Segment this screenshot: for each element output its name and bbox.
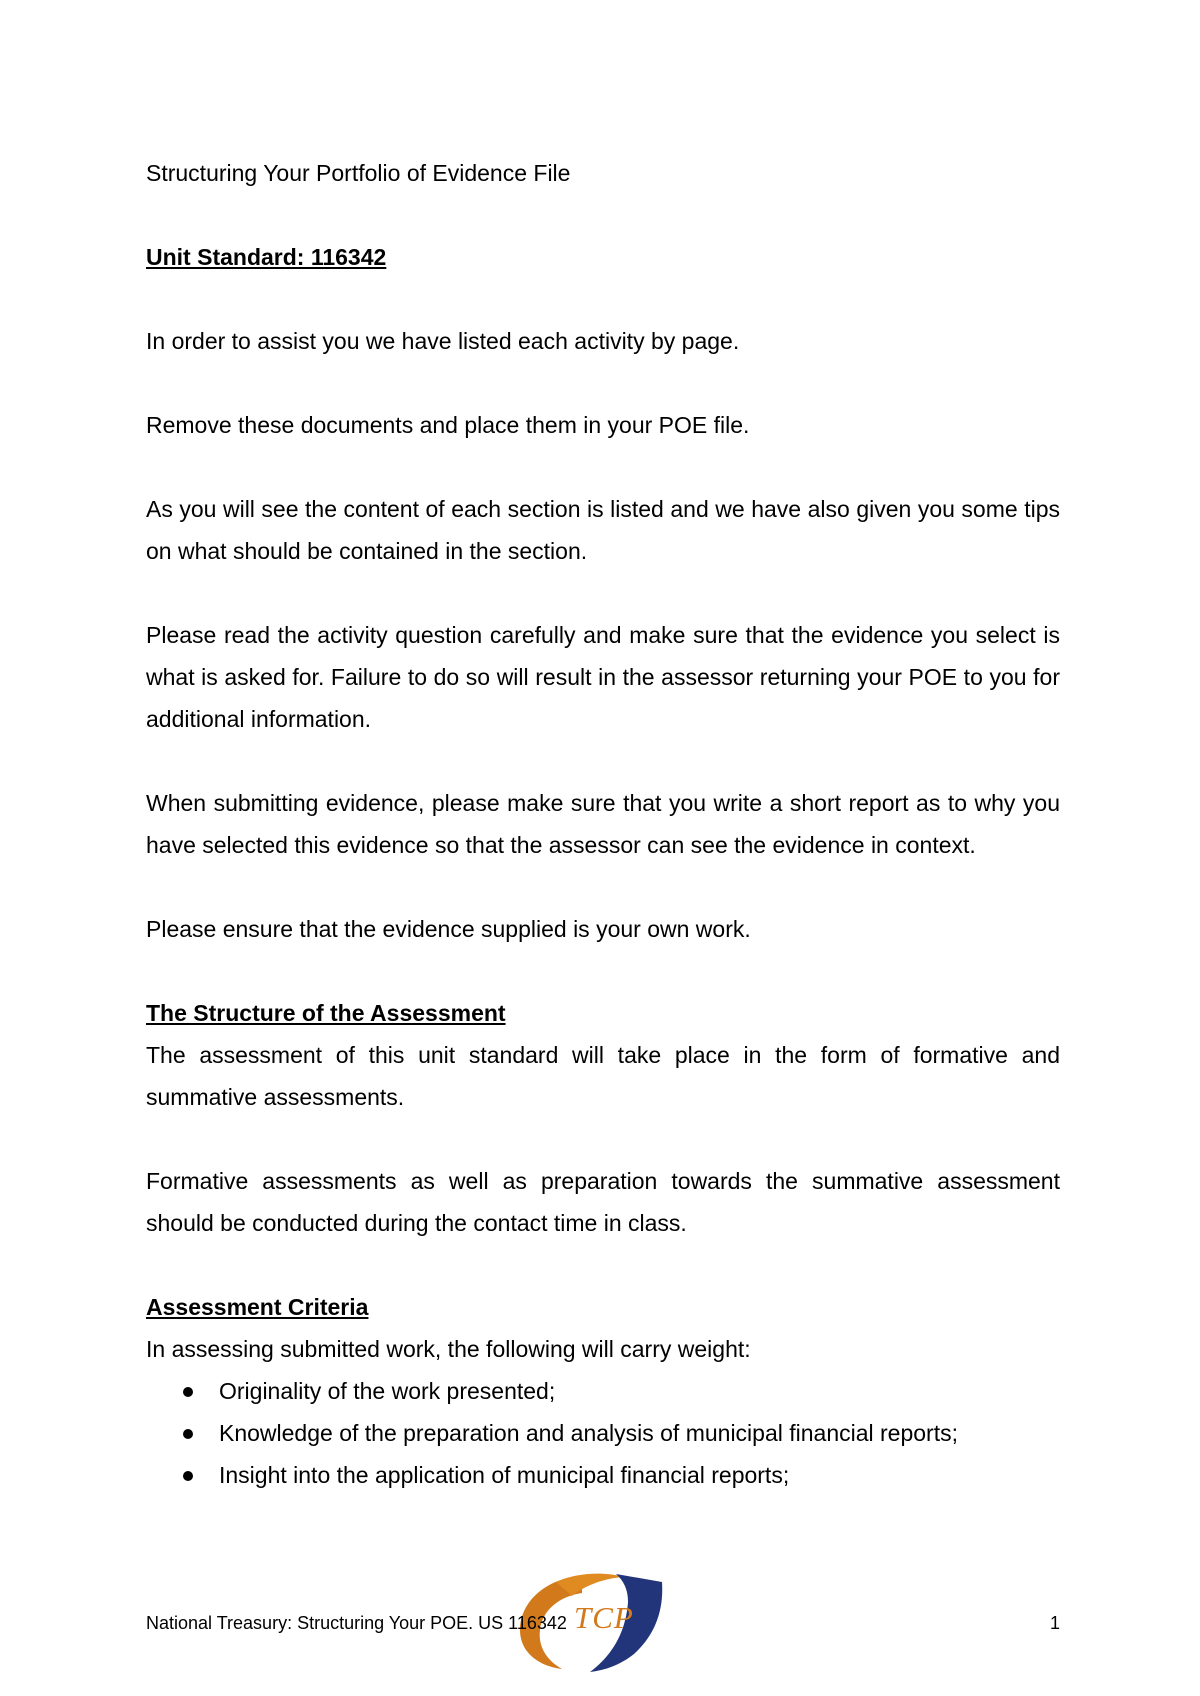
paragraph-own-work: Please ensure that the evidence supplied is your own work. [146,916,751,942]
paragraph-section-contents: As you will see the content of each section is listed and we have also given you some tips on what should be contained in the section. [146,496,1060,564]
page-footer [146,1613,1060,1653]
page-number: 1 [1049,1613,1060,1633]
paragraph-assessment-form: The assessment of this unit standard will take place in the form of formative and summative assessments. [146,1042,1060,1110]
list-item-text: Knowledge of the preparation and analysis of municipal financial reports; [219,1420,958,1446]
list-item [146,1412,1060,1454]
paragraph-read-activity: Please read the activity question carefully and make sure that the evidence you select is what is asked for. Failure to do so will result in the assessor returning your POE to you for additional information. [146,622,1060,732]
list-item [146,1370,1060,1412]
bullet-icon [183,1429,193,1439]
list-item [146,1454,1060,1496]
paragraph-formative-assessments: Formative assessments as well as preparation towards the summative assessment should be conducted during the contact time in class. [146,1168,1060,1236]
document-body [146,152,1060,1496]
criteria-heading: Assessment Criteria [146,1294,369,1320]
footer-text: National Treasury: Structuring Your POE. US 116342 [146,1613,567,1633]
paragraph-remove-documents: Remove these documents and place them in your POE file. [146,412,750,438]
paragraph-assist-listing: In order to assist you we have listed each activity by page. [146,328,740,354]
criteria-intro: In assessing submitted work, the following will carry weight: [146,1336,751,1362]
bullet-icon [183,1387,193,1397]
paragraph-submitting-evidence: When submitting evidence, please make sure that you write a short report as to why you have selected this evidence so that the assessor can see the evidence in context. [146,790,1060,858]
list-item-text: Originality of the work presented; [219,1378,556,1404]
bullet-icon [183,1471,193,1481]
logo-text: TCP [574,1600,634,1635]
document-title: Structuring Your Portfolio of Evidence File [146,160,571,186]
structure-heading: The Structure of the Assessment [146,1000,506,1026]
list-item-text: Insight into the application of municipal financial reports; [219,1462,790,1488]
unit-standard-heading: Unit Standard: 116342 [146,244,387,270]
criteria-list [146,1370,1060,1496]
